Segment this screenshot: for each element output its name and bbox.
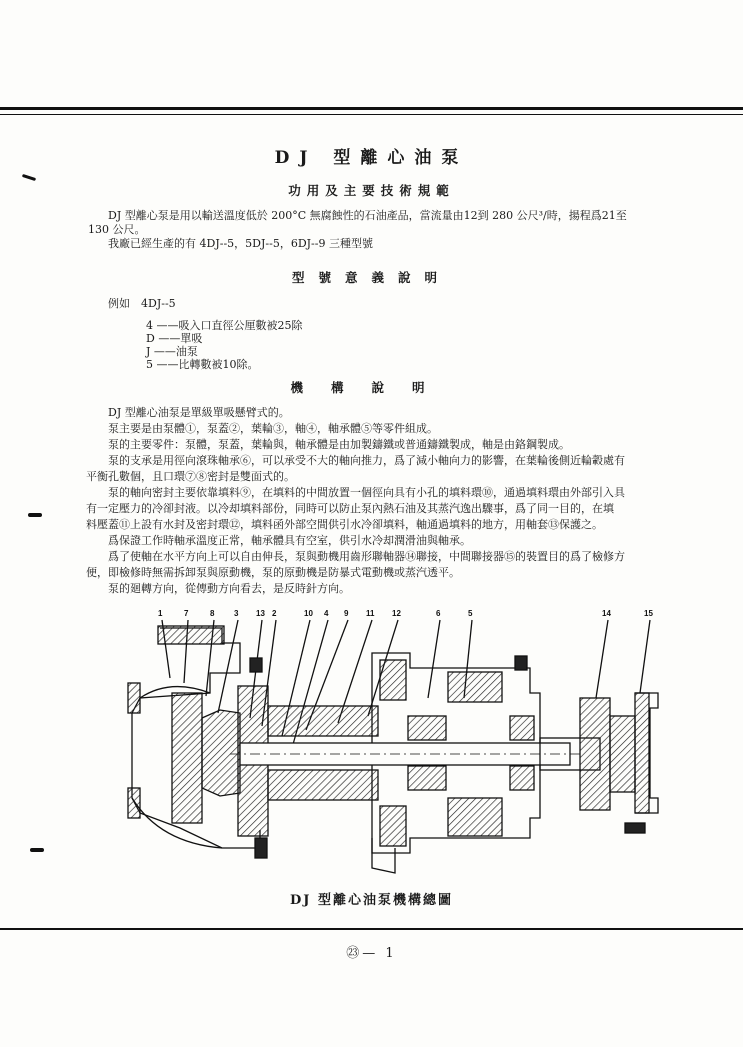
paragraph-line: 爲了使軸在水平方向上可以自由伸長，泵與動機用齒形聯軸器⑭聯接，中間聯接器⑮的裝置目的爲了檢修方: [108, 550, 625, 563]
bottom-rule: [0, 928, 743, 930]
paragraph-line: 料壓蓋⑪上設有水封及密封環⑫，填料函外部空間供引水冷卻填料，軸通過填料的地方，用軸套⑬保護之。: [86, 518, 603, 531]
paragraph-line: DJ 型離心油泵是單級單吸懸臂式的。: [108, 406, 290, 419]
paragraph-line: 有一定壓力的冷卻封液。以冷却填料部份，同時可以防止泵內熱石油及其蒸汽逸出驟事，爲了同一目的，在填: [86, 502, 614, 515]
margin-mark: [28, 513, 42, 517]
callout-label: 8: [210, 609, 215, 618]
top-rule-thin: [0, 114, 743, 115]
pump-assembly-drawing: [110, 598, 670, 883]
model-item: J ——油泵: [146, 345, 198, 358]
paragraph-line: DJ 型離心泵是用以輸送溫度低於 200°C 無腐蝕性的石油產品，當流量由12到 280 公尺³/時，揚程爲21至: [108, 209, 627, 222]
section-heading-mechanism: 機構說明: [290, 380, 453, 395]
paragraph-line: 泵主要是由泵體①，泵蓋②，葉輪③，軸④，軸承體⑤等零件組成。: [108, 422, 438, 435]
paragraph-line: 我廠已經生產的有 4DJ--5，5DJ--5，6DJ--9 三種型號: [108, 237, 373, 250]
callout-label: 2: [272, 609, 277, 618]
callout-label: 5: [468, 609, 473, 618]
page-title: DJ 型離心油泵: [274, 148, 469, 168]
callout-label: 4: [324, 609, 329, 618]
model-item: D ——單吸: [146, 332, 203, 345]
page-number: ㉓— 1: [346, 946, 397, 961]
callout-label: 1: [158, 609, 163, 618]
section-heading-model: 型號意義說明: [291, 270, 451, 285]
paragraph-line: 爲保證工作時軸承溫度正常，軸承體具有空室，供引水冷却潤滑油與軸承。: [108, 534, 471, 547]
paragraph-line: 泵的支承是用徑向滾珠軸承⑥，可以承受不大的軸向推力，爲了減小軸向力的影響，在葉輪後側近輪轂處有: [108, 454, 625, 467]
paragraph-line: 泵的軸向密封主要依靠填料⑨，在填料的中間放置一個徑向具有小孔的填料環⑩，通過填料環由外部引入具: [108, 486, 625, 499]
callout-label: 12: [392, 609, 401, 618]
paragraph-line: 泵的廻轉方向，從傳動方向看去，是反時針方向。: [108, 582, 350, 595]
callout-label: 3: [234, 609, 239, 618]
paragraph-line: 平衡孔數個，且口環⑦⑧密封是雙面式的。: [86, 470, 295, 483]
margin-mark: [22, 174, 36, 181]
paragraph-line: 130 公尺。: [88, 223, 146, 236]
callout-label: 10: [304, 609, 313, 618]
top-rule-thick: [0, 107, 743, 110]
section-heading-function: 功用及主要技術規範: [288, 183, 455, 198]
model-item: 4 ——吸入口直徑公厘數被25除: [146, 319, 303, 332]
callout-label: 9: [344, 609, 349, 618]
margin-mark: [30, 848, 44, 852]
callout-label: 11: [366, 609, 375, 618]
paragraph-line: 便，即檢修時無需拆卸泵與原動機，泵的原動機是防暴式電動機或蒸汽透平。: [86, 566, 460, 579]
callout-label: 13: [256, 609, 265, 618]
model-item: 5 ——比轉數被10除。: [146, 358, 259, 371]
callout-label: 6: [436, 609, 441, 618]
callout-label: 7: [184, 609, 189, 618]
callout-label: 14: [602, 609, 611, 618]
figure-caption: DJ 型離心油泵機構總圖: [290, 893, 453, 908]
model-example: 例如 4DJ--5: [108, 297, 176, 310]
callout-label: 15: [644, 609, 653, 618]
paragraph-line: 泵的主要零件：泵體，泵蓋，葉輪與，軸承體是由加製鑄鐵或普通鑄鐵製成，軸是由鉻鋼製成。: [108, 438, 570, 451]
